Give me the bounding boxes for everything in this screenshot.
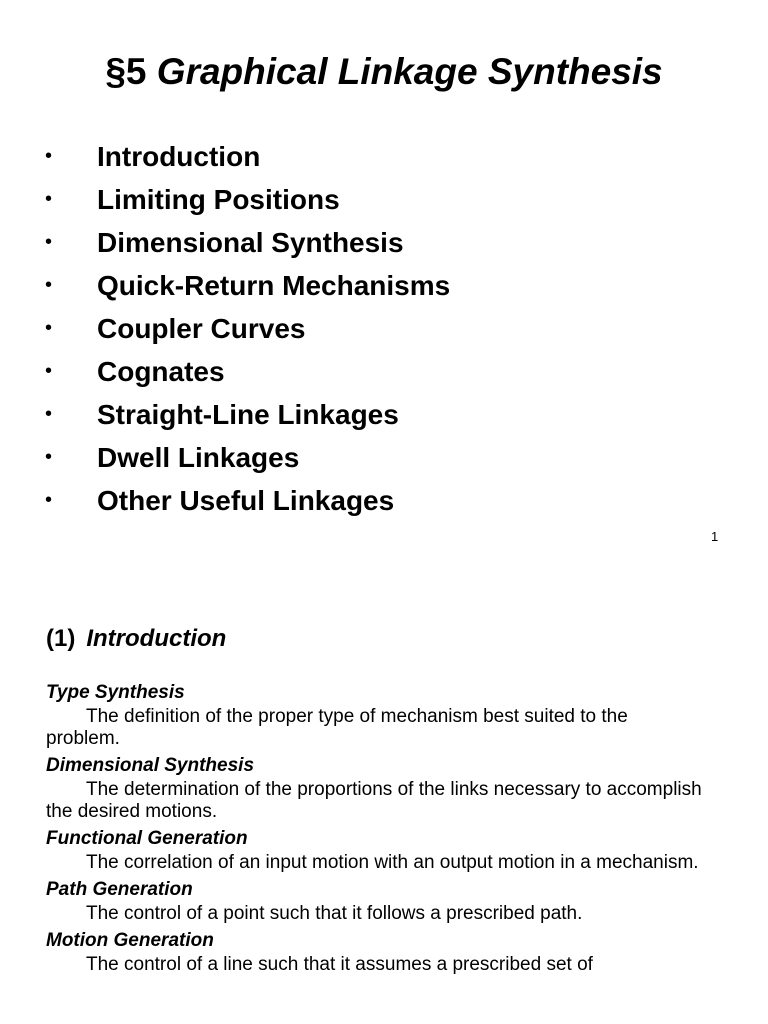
bullet-icon: • (45, 317, 53, 339)
outline-item (0, 307, 768, 350)
definition-term: Dimensional Synthesis (46, 755, 255, 776)
outline-item-label: Coupler Curves (97, 313, 306, 344)
outline-item-label: Dimensional Synthesis (97, 227, 404, 258)
outline-item (0, 350, 768, 393)
outline-item (0, 264, 768, 307)
bullet-icon: • (45, 188, 53, 210)
outline-item-label: Quick-Return Mechanisms (97, 270, 451, 301)
outline-item-label: Cognates (97, 356, 225, 387)
outline-item (0, 135, 768, 178)
outline-list (0, 135, 768, 522)
bullet-icon: • (45, 274, 53, 296)
bullet-icon: • (45, 231, 53, 253)
section-heading (46, 624, 226, 654)
section-number: (1) (46, 625, 76, 652)
bullet-icon: • (45, 446, 53, 468)
definition-term: Type Synthesis (46, 682, 185, 703)
bullet-icon: • (45, 403, 53, 425)
outline-item (0, 479, 768, 522)
page-title (0, 50, 768, 94)
outline-item (0, 393, 768, 436)
section-title: Introduction (86, 625, 227, 652)
outline-item-label: Straight-Line Linkages (97, 399, 399, 430)
definition-text: The control of a line such that it assumes a prescribed set of (86, 954, 593, 975)
definition-text: The determination of the proportions of the links necessary to accomplish the desired motions. (46, 779, 702, 822)
definition-term: Motion Generation (46, 930, 214, 951)
outline-item-label: Dwell Linkages (97, 442, 300, 473)
definition-term: Path Generation (46, 879, 193, 900)
definition-list (46, 680, 706, 979)
title-text: Graphical Linkage Synthesis (156, 51, 663, 92)
page-number: 1 (711, 529, 719, 544)
bullet-icon: • (45, 145, 53, 167)
definition-text: The correlation of an input motion with an output motion in a mechanism. (86, 852, 699, 873)
outline-item-label: Other Useful Linkages (97, 485, 395, 516)
outline-item (0, 436, 768, 479)
definition-text: The definition of the proper type of mechanism best suited to the problem. (46, 706, 628, 749)
bullet-icon: • (45, 489, 53, 511)
bullet-icon: • (45, 360, 53, 382)
outline-item (0, 178, 768, 221)
title-section-symbol: §5 (105, 51, 147, 92)
definition-term: Functional Generation (46, 828, 248, 849)
outline-item (0, 221, 768, 264)
definition-text: The control of a point such that it follows a prescribed path. (86, 903, 583, 924)
outline-item-label: Introduction (97, 141, 261, 172)
outline-item-label: Limiting Positions (97, 184, 340, 215)
